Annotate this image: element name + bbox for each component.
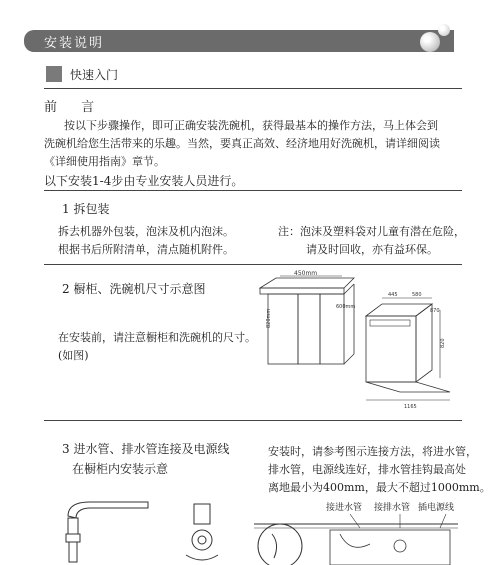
faucet-illustration bbox=[60, 494, 160, 564]
page-title: 安装说明 bbox=[44, 36, 105, 51]
cabinet-dimension-diagram bbox=[254, 268, 462, 410]
step3-text-line: 排水管，电源线连好，排水管挂钩最高处 bbox=[268, 463, 466, 476]
bubble-decoration-small bbox=[438, 24, 450, 36]
dim-label: 870 bbox=[430, 308, 440, 314]
pipe-connector-illustration bbox=[176, 500, 236, 565]
step2-text: 在安装前，请注意橱柜和洗碗机的尺寸。 bbox=[58, 331, 256, 344]
dim-label: 820 bbox=[440, 338, 446, 348]
section-divider bbox=[44, 88, 462, 89]
divider bbox=[44, 190, 462, 191]
dim-label: 580 bbox=[412, 292, 422, 298]
preface-line: 洗碗机给您生活带来的乐趣。当然，要真正高效、经济地用好洗碗机，请详细阅读 bbox=[44, 137, 440, 150]
step1-left-line: 根据书后所附清单，清点随机附件。 bbox=[58, 243, 234, 256]
step1-note-line: 注：泡沫及塑料袋对儿童有潜在危险， bbox=[278, 225, 465, 238]
dim-label: 450mm bbox=[294, 270, 318, 277]
preface-line: 按以下步骤操作，即可正确安装洗碗机，获得最基本的操作方法，马上体会到 bbox=[64, 119, 438, 132]
dim-label: 445 bbox=[388, 292, 398, 298]
step1-title: 1 拆包装 bbox=[62, 202, 110, 216]
step3-subtitle: 在橱柜内安装示意 bbox=[72, 462, 169, 476]
label-inlet-hose: 接进水管 bbox=[326, 503, 363, 513]
step3-text-line: 安装时，请参考图示连接方法，将进水管， bbox=[268, 445, 477, 458]
step1-note-line: 请及时回收，亦有益环保。 bbox=[306, 243, 438, 256]
divider bbox=[44, 420, 462, 421]
dim-label: 820mm bbox=[266, 308, 272, 328]
step1-left-line: 拆去机器外包装，泡沫及机内泡沫。 bbox=[58, 225, 234, 238]
step3-text-line: 离地最小为400mm，最大不超过1000mm。 bbox=[268, 481, 491, 494]
dim-label: 600mm bbox=[336, 304, 356, 310]
preface-note: 以下安装1-4步由专业安装人员进行。 bbox=[44, 174, 244, 188]
cabinet-install-diagram bbox=[250, 514, 462, 565]
bubble-decoration bbox=[420, 32, 440, 52]
section-title: 快速入门 bbox=[70, 68, 119, 82]
step2-title: 2 橱柜、洗碗机尺寸示意图 bbox=[62, 282, 206, 296]
step3-title: 3 进水管、排水管连接及电源线 bbox=[62, 442, 230, 456]
preface-line: 《详细使用指南》章节。 bbox=[44, 155, 165, 168]
preface-heading: 前 言 bbox=[44, 100, 105, 115]
dim-label: 1165 bbox=[404, 404, 417, 410]
section-marker-icon bbox=[46, 66, 62, 82]
label-power-cord: 插电源线 bbox=[418, 503, 455, 513]
step2-sub: (如图) bbox=[58, 349, 89, 362]
label-drain-hose: 接排水管 bbox=[374, 503, 411, 513]
divider bbox=[44, 264, 462, 265]
